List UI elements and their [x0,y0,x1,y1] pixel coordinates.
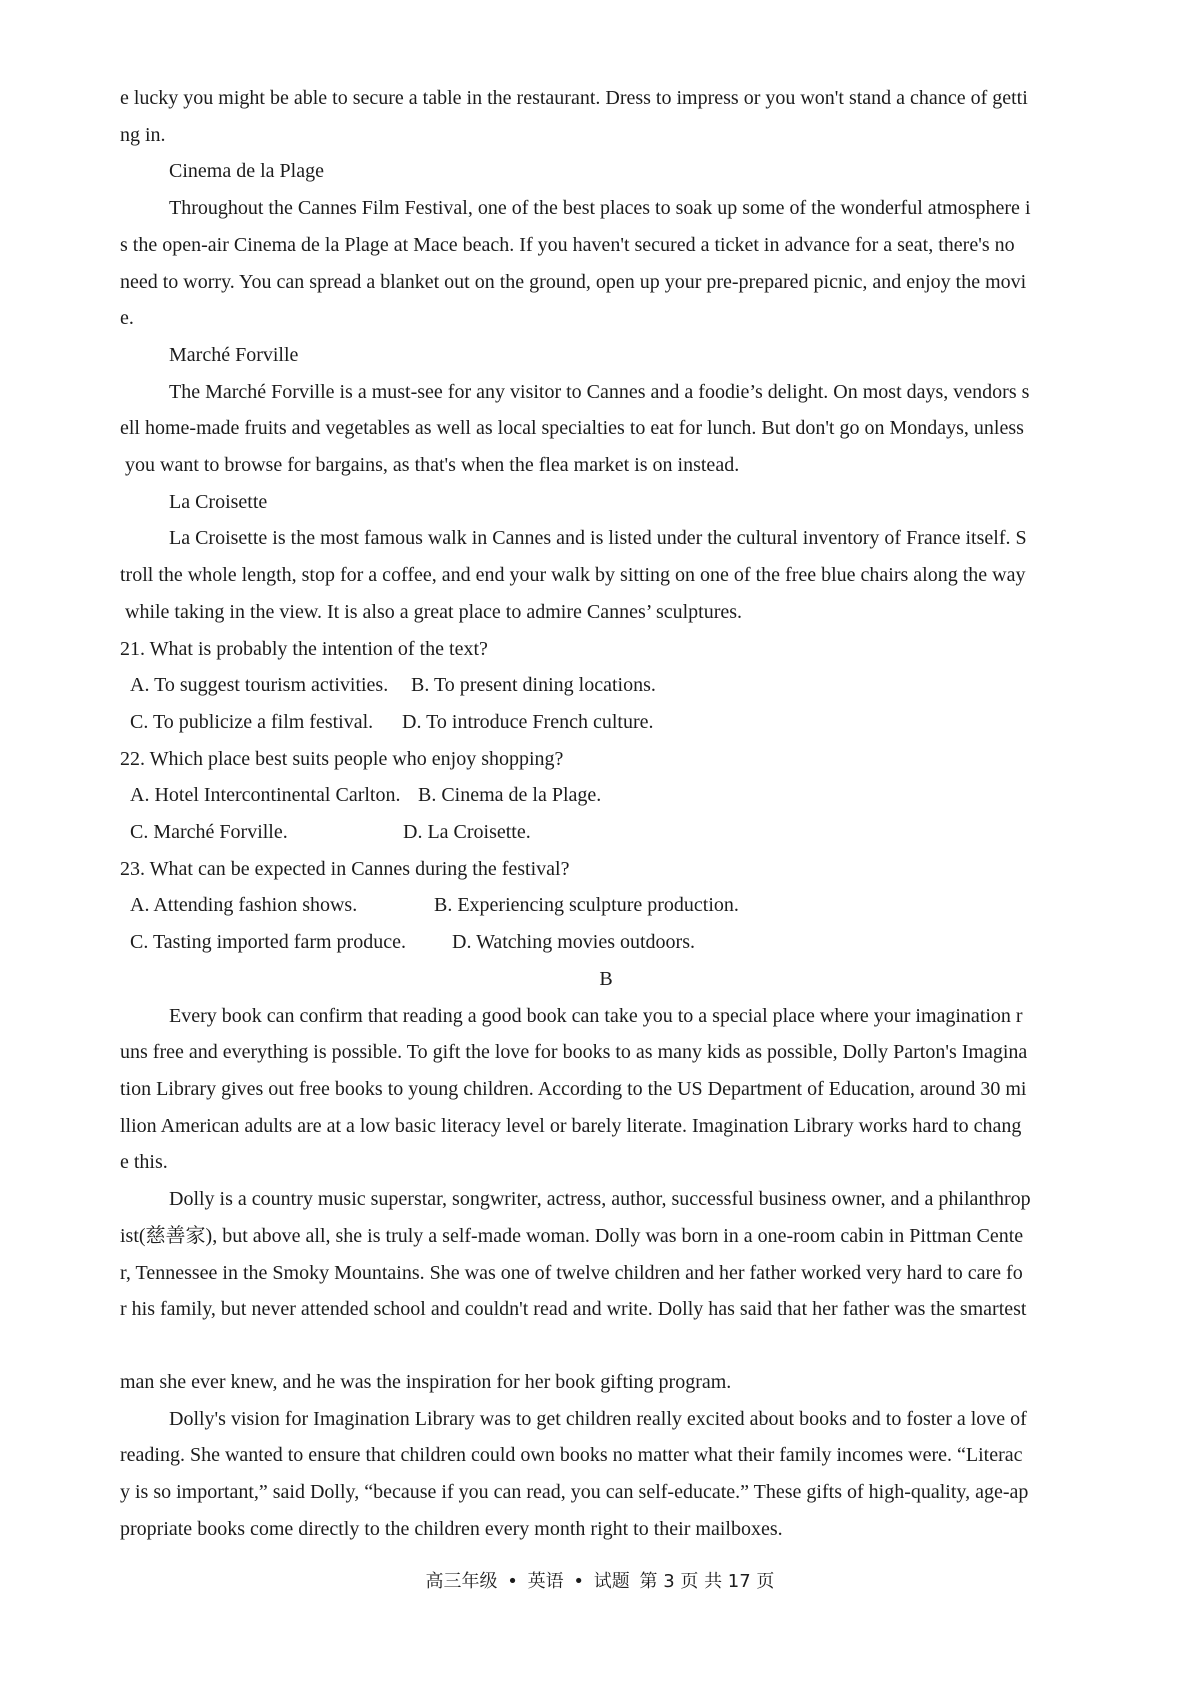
text-line: e lucky you might be able to secure a table in the restaurant. Dress to impress or you won't stand a chance of getti [120,87,1028,109]
footer-separator: • [573,1571,584,1592]
option-c: C. Tasting imported farm produce. [130,931,406,954]
option-d: D. To introduce French culture. [402,710,654,733]
options-row [120,667,1092,704]
text-line: Dolly is a country music superstar, songwriter, actress, author, successful business owner, and a philanthrop [169,1188,1031,1211]
section-heading: La Croisette [169,490,268,513]
text-line: troll the whole length, stop for a coffee, and end your walk by sitting on one of the free blue chairs along the way [120,564,1026,587]
option-d: D. Watching movies outdoors. [452,931,695,954]
text-line: reading. She wanted to ensure that children could own books no matter what their family incomes were. “Literac [120,1444,1023,1467]
text-line: y is so important,” said Dolly, “because if you can read, you can self-educate.” These gifts of high-quality, age-ap [120,1481,1029,1504]
text-line: man she ever knew, and he was the inspiration for her book gifting program. [120,1370,732,1393]
text-line: propriate books come directly to the children every month right to their mailboxes. [120,1517,783,1540]
passage-label: B [599,967,613,990]
section-heading: Cinema de la Plage [169,160,324,183]
option-c: C. Marché Forville. [130,821,288,844]
option-a: A. Hotel Intercontinental Carlton. [130,784,401,807]
footer-separator: • [507,1571,518,1592]
options-row [120,704,1092,741]
question-stem: 21. What is probably the intention of the text? [120,637,488,660]
text-line: e. [120,307,134,330]
text-line: tion Library gives out free books to young children. According to the US Department of Education, around 30 mi [120,1077,1027,1100]
text-line: e this. [120,1151,168,1174]
text-line: uns free and everything is possible. To gift the love for books to as many kids as possible, Dolly Parton's Imagina [120,1041,1028,1064]
option-d: D. La Croisette. [403,821,531,844]
footer-subject: 英语 [527,1571,564,1592]
text-line: Throughout the Cannes Film Festival, one of the best places to soak up some of the wonderful atmosphere i [169,197,1031,220]
section-heading: Marché Forville [169,343,299,366]
text-line: La Croisette is the most famous walk in Cannes and is listed under the cultural inventory of France itself. S [169,527,1027,550]
text-line: llion American adults are at a low basic literacy level or barely literate. Imagination Library works hard to chang [120,1114,1022,1137]
options-row [120,814,1092,851]
text-line: you want to browse for bargains, as that's when the flea market is on instead. [120,454,740,477]
question-stem: 23. What can be expected in Cannes during the festival? [120,857,570,880]
options-row [120,777,1092,814]
text-line: r his family, but never attended school and couldn't read and write. Dolly has said that her father was the smartest [120,1298,1027,1321]
footer-page-number: 第 3 页 共 17 页 [639,1571,775,1592]
text-line: ist(慈善家), but above all, she is truly a self-made woman. Dolly was born in a one-room cabin in Pittman Cente [120,1224,1024,1247]
option-b: B. To present dining locations. [411,674,656,697]
text-line: ell home-made fruits and vegetables as well as local specialties to eat for lunch. But don't go on Mondays, unless [120,417,1024,440]
text-line: while taking in the view. It is also a great place to admire Cannes’ sculptures. [120,600,743,623]
option-b: B. Experiencing sculpture production. [434,894,739,917]
footer-grade: 高三年级 [425,1571,498,1592]
text-line: need to worry. You can spread a blanket out on the ground, open up your pre-prepared picnic, and enjoy the movi [120,270,1027,293]
blank-gap [120,1328,1092,1364]
options-row [120,924,1092,961]
document-page [120,80,1092,1547]
options-row [120,887,1092,924]
option-b: B. Cinema de la Plage. [418,784,602,807]
text-line: Every book can confirm that reading a good book can take you to a special place where your imagination r [169,1004,1023,1027]
text-line: ng in. [120,123,166,146]
option-c: C. To publicize a film festival. [130,710,374,733]
option-a: A. To suggest tourism activities. [130,674,389,697]
page-footer [0,1567,1200,1593]
option-a: A. Attending fashion shows. [130,894,358,917]
question-stem: 22. Which place best suits people who enjoy shopping? [120,747,564,770]
text-line: s the open-air Cinema de la Plage at Mace beach. If you haven't secured a ticket in advance for a seat, there's no [120,233,1015,256]
text-line: Dolly's vision for Imagination Library was to get children really excited about books and to foster a love of [169,1407,1027,1430]
text-line: The Marché Forville is a must-see for any visitor to Cannes and a foodie’s delight. On most days, vendors s [169,380,1030,403]
text-line: r, Tennessee in the Smoky Mountains. She was one of twelve children and her father worked very hard to care fo [120,1261,1023,1284]
footer-kind: 试题 [593,1571,630,1592]
